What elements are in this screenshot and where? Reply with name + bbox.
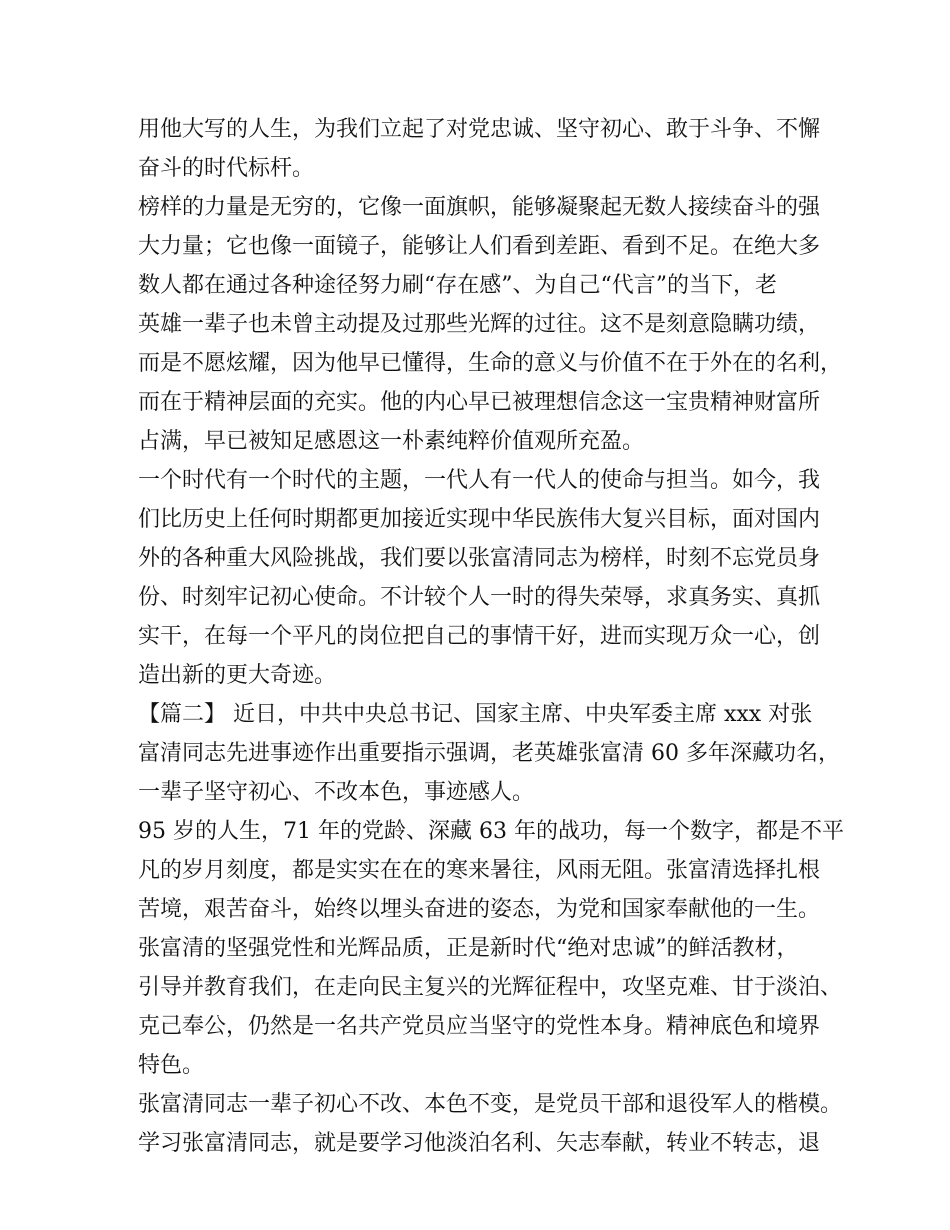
text-line: 克己奉公，仍然是一名共产党员应当坚守的党性本身。精神底色和境界 bbox=[138, 1014, 821, 1039]
text-line: 引导并教育我们，在走向民主复兴的光辉征程中，攻坚克难、甘于淡泊、 bbox=[138, 975, 843, 1000]
text-line: 外的各种重大风险挑战，我们要以张富清同志为榜样，时刻不忘党员身 bbox=[138, 546, 821, 571]
text-line: 一辈子坚守初心、不改本色，事迹感人。 bbox=[138, 780, 535, 805]
text-line: 榜样的力量是无穷的，它像一面旗帜，能够凝聚起无数人接续奋斗的强 bbox=[138, 195, 821, 220]
text-line: 奋斗的时代标杆。 bbox=[138, 156, 315, 181]
text-line: 而在于精神层面的充实。他的内心早已被理想信念这一宝贵精神财富所 bbox=[138, 390, 821, 415]
text-line: 特色。 bbox=[138, 1053, 205, 1078]
text-line: 学习张富清同志，就是要学习他淡泊名利、矢志奉献，转业不转志，退 bbox=[138, 1131, 821, 1156]
text-line: 95 岁的人生，71 年的党龄、深藏 63 年的战功，每一个数字，都是不平 bbox=[138, 819, 844, 844]
text-line: 份、时刻牢记初心使命。不计较个人一时的得失荣辱，求真务实、真抓 bbox=[138, 585, 821, 610]
text-line: 而是不愿炫耀，因为他早已懂得，生命的意义与价值不在于外在的名利， bbox=[138, 351, 843, 376]
text-line: 大力量；它也像一面镜子，能够让人们看到差距、看到不足。在绝大多 bbox=[138, 234, 821, 259]
text-line: 造出新的更大奇迹。 bbox=[138, 663, 337, 688]
text-line: 数人都在通过各种途径努力刷“存在感”、为自己“代言”的当下，老 bbox=[138, 273, 777, 298]
text-line: 凡的岁月刻度，都是实实在在的寒来暑往，风雨无阻。张富清选择扎根 bbox=[138, 858, 821, 883]
text-line: 【篇二】 近日，中共中央总书记、国家主席、中央军委主席 xxx 对张 bbox=[138, 702, 813, 727]
text-line: 用他大写的人生，为我们立起了对党忠诚、坚守初心、敢于斗争、不懈 bbox=[138, 117, 821, 142]
text-line: 富清同志先进事迹作出重要指示强调，老英雄张富清 60 多年深藏功名， bbox=[138, 741, 840, 766]
text-line: 们比历史上任何时期都更加接近实现中华民族伟大复兴目标，面对国内 bbox=[138, 507, 821, 532]
text-line: 苦境，艰苦奋斗，始终以埋头奋进的姿态，为党和国家奉献他的一生。 bbox=[138, 897, 821, 922]
text-line: 实干，在每一个平凡的岗位把自己的事情干好，进而实现万众一心，创 bbox=[138, 624, 821, 649]
text-line: 一个时代有一个时代的主题，一代人有一代人的使命与担当。如今，我 bbox=[138, 468, 821, 493]
text-line: 张富清的坚强党性和光辉品质，正是新时代“绝对忠诚”的鲜活教材， bbox=[138, 936, 799, 961]
text-line: 张富清同志一辈子初心不改、本色不变，是党员干部和退役军人的楷模。 bbox=[138, 1092, 843, 1117]
body-text bbox=[138, 110, 844, 1163]
text-line: 英雄一辈子也未曾主动提及过那些光辉的过往。这不是刻意隐瞒功绩， bbox=[138, 312, 821, 337]
text-line: 占满，早已被知足感恩这一朴素纯粹价值观所充盈。 bbox=[138, 429, 645, 454]
